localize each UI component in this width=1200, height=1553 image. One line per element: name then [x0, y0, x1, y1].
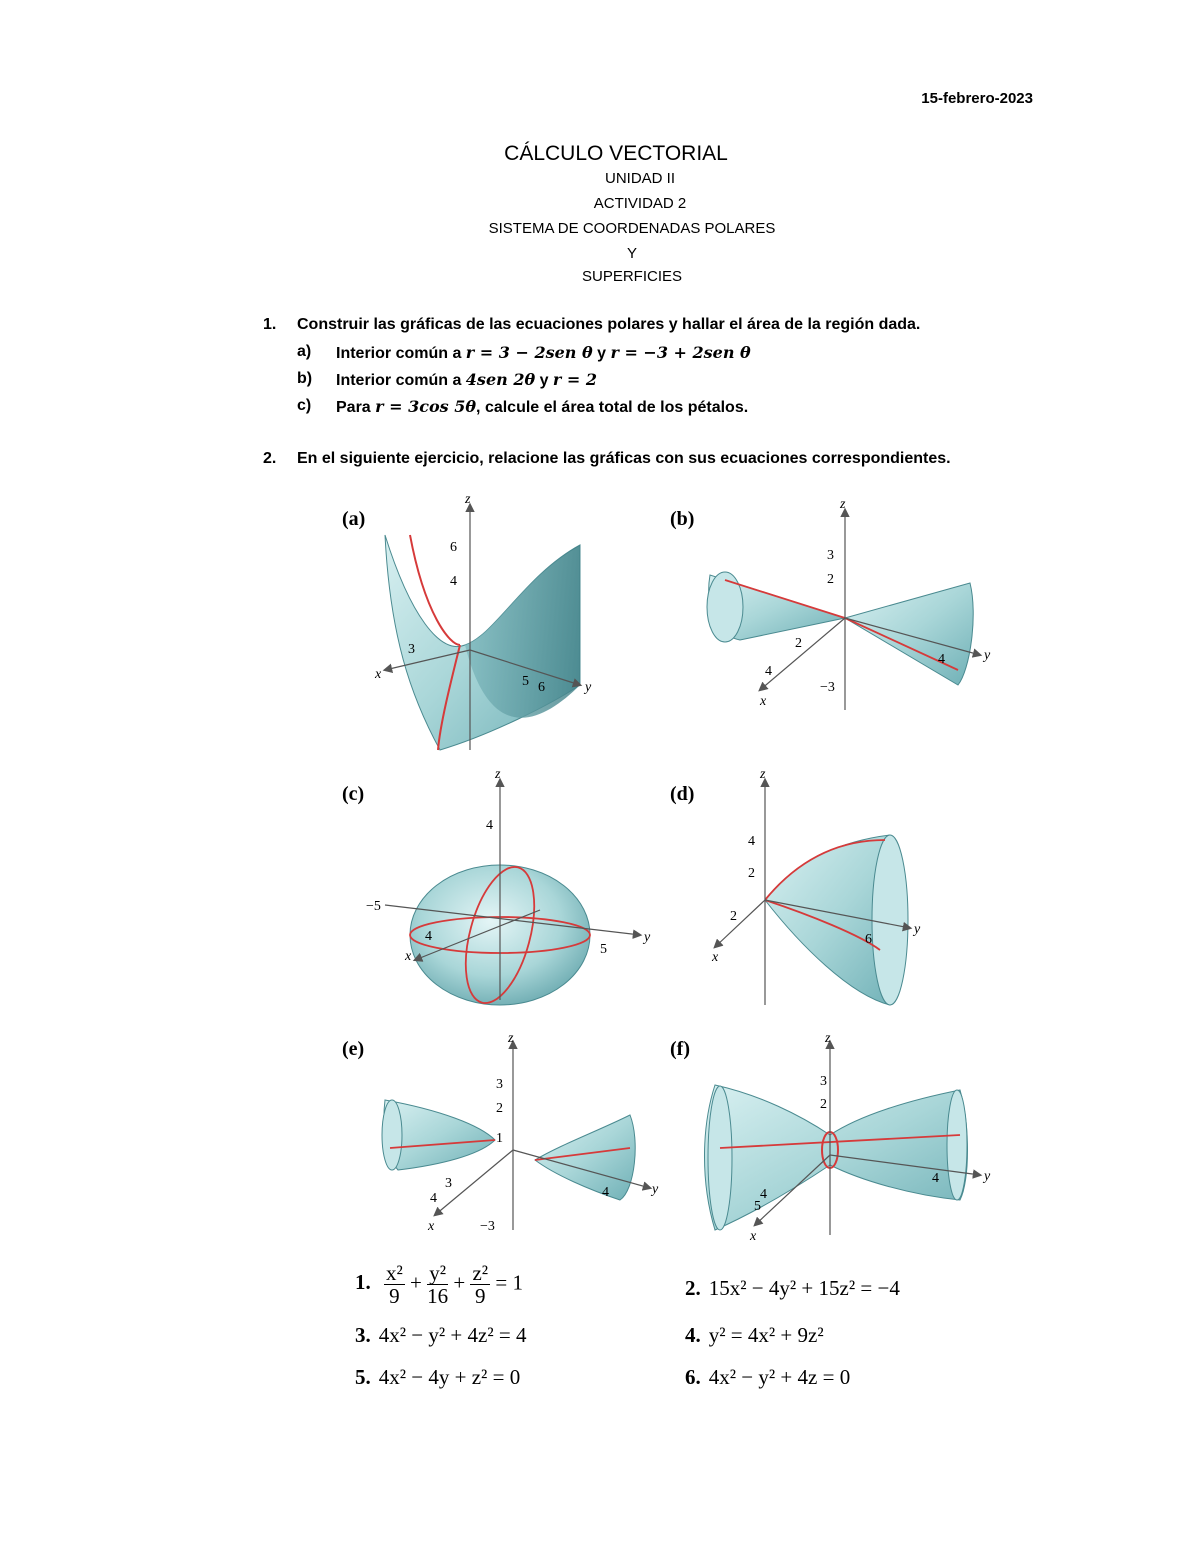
item-c-pre: Para: [336, 399, 376, 416]
figure-d-y-axis: y: [914, 922, 921, 937]
item-c-text: [336, 397, 748, 417]
figure-f-tick-5: 4: [932, 1171, 939, 1186]
equation-4-number: 4.: [685, 1323, 701, 1347]
figure-a-tick-1: 6: [450, 540, 457, 555]
equation-3-number: 3.: [355, 1323, 371, 1347]
topic-conjunction: Y: [626, 245, 637, 262]
figure-f-tick-1: 3: [820, 1074, 827, 1089]
activity-label: ACTIVIDAD 2: [593, 195, 687, 212]
figure-e-tick-7: −3: [480, 1219, 495, 1234]
figure-d-label: (d): [670, 783, 695, 805]
figure-b: [670, 497, 991, 710]
figure-c-tick-2: −5: [366, 899, 381, 914]
figure-d-tick-1: 4: [748, 834, 755, 849]
item-a-mid: y: [592, 345, 611, 362]
equation-4: [685, 1323, 824, 1348]
equation-3: [355, 1323, 527, 1348]
equation-6-number: 6.: [685, 1365, 701, 1389]
figure-a-tick-3: 3: [408, 642, 415, 657]
figure-d: [670, 767, 921, 1005]
equation-1: 1. $\frac{\text{x²}}{9}$ + $\frac{\text{y²}}{16}$ + $\frac{\text{z²}}{9}$ = 1: [355, 1261, 523, 1309]
topic-polar: SISTEMA DE COORDENADAS POLARES: [488, 220, 776, 237]
equation-1-num-y: y²: [427, 1262, 448, 1285]
equation-3-text: 4x² − y² + 4z² = 4: [378, 1323, 527, 1347]
item-b-pre: Interior común a: [336, 372, 466, 389]
figure-e-y-axis: y: [652, 1182, 659, 1197]
equation-1-frac-x: [384, 1262, 405, 1307]
item-b-mid: y: [535, 372, 553, 389]
equation-4-text: y² = 4x² + 9z²: [708, 1323, 824, 1347]
figure-e-tick-3: 1: [496, 1131, 503, 1146]
figure-c-y-axis: y: [644, 930, 651, 945]
equation-6-text: 4x² − y² + 4z = 0: [708, 1365, 851, 1389]
item-c-post: , calcule el área total de los pétalos.: [476, 399, 749, 416]
item-a-eq2: r = −3 + 2sen θ: [610, 343, 751, 362]
figure-f-x-axis: x: [750, 1229, 757, 1244]
figure-e-tick-5: 4: [430, 1191, 437, 1206]
figure-f-tick-4: 4: [760, 1187, 767, 1202]
equation-1-den-z: 9: [475, 1284, 486, 1309]
figure-e: [342, 1031, 659, 1234]
figure-a-tick-5: 6: [538, 680, 545, 695]
unit-label: UNIDAD II: [604, 170, 675, 187]
equation-2-text: 15x² − 4y² + 15z² = −4: [708, 1276, 900, 1300]
figure-b-y-axis: y: [984, 648, 991, 663]
figure-f-label: (f): [670, 1038, 690, 1060]
item-c-label: c): [297, 397, 312, 414]
topic-surfaces: SUPERFICIES: [581, 268, 683, 285]
item-b-label: b): [297, 370, 313, 387]
equation-1-den-x: 9: [389, 1284, 400, 1309]
figure-f-tick-2: 2: [820, 1097, 827, 1112]
figure-b-x-axis: x: [760, 694, 767, 709]
equation-6: [685, 1365, 850, 1390]
figure-b-tick-2: 2: [827, 572, 834, 587]
equation-5-text: 4x² − 4y + z² = 0: [378, 1365, 521, 1389]
figure-b-tick-3: 2: [795, 636, 802, 651]
figure-a: [342, 495, 592, 750]
figure-a-label: (a): [342, 508, 366, 530]
surfaces-figure: [330, 495, 1000, 1045]
figure-d-tick-4: 6: [865, 932, 872, 947]
figure-a-z-axis: z: [465, 495, 471, 507]
page-title: CÁLCULO VECTORIAL: [504, 142, 728, 165]
question-2-text: En el siguiente ejercicio, relacione las gráficas con sus ecuaciones correspondientes.: [297, 450, 951, 467]
question-1-number: 1.: [263, 316, 277, 333]
figure-f-tick-3: 5: [754, 1199, 761, 1214]
figure-c-tick-4: 5: [600, 942, 607, 957]
figure-a-x-axis: x: [375, 667, 382, 682]
equation-1-num-z: z²: [472, 1261, 489, 1285]
figure-b-tick-4: 4: [765, 664, 772, 679]
figure-b-tick-6: −3: [820, 680, 835, 695]
figure-e-tick-6: 4: [602, 1185, 609, 1200]
figure-a-tick-4: 5: [522, 674, 529, 689]
figure-d-tick-3: 2: [730, 909, 737, 924]
figure-a-y-axis: y: [585, 680, 592, 695]
figure-f-z-axis: z: [825, 1031, 831, 1046]
figure-e-tick-4: 3: [445, 1176, 452, 1191]
figure-f-y-axis: y: [984, 1169, 991, 1184]
figure-e-tick-2: 2: [496, 1101, 503, 1116]
figure-f: [670, 1031, 991, 1244]
figure-c-label: (c): [342, 783, 365, 805]
figure-c-tick-3: 4: [425, 929, 432, 944]
equation-1-number: 1.: [355, 1270, 371, 1295]
figure-d-x-axis: x: [712, 950, 719, 965]
item-b-text: [336, 370, 597, 390]
item-b-eq1: 4sen 2θ: [465, 370, 536, 389]
equation-1-num-x: x²: [386, 1261, 403, 1285]
figure-a-tick-2: 4: [450, 574, 457, 589]
figure-c-x-axis: x: [405, 949, 412, 964]
figure-d-z-axis: z: [760, 767, 766, 782]
figure-e-tick-1: 3: [496, 1077, 503, 1092]
item-a-eq1: r = 3 − 2sen θ: [465, 343, 593, 362]
figure-c-tick-1: 4: [486, 818, 493, 833]
item-a-pre: Interior común a: [336, 345, 466, 362]
figure-e-x-axis: x: [428, 1219, 435, 1234]
equation-5-number: 5.: [355, 1365, 371, 1389]
equation-5: [355, 1365, 520, 1390]
figure-e-z-axis: z: [508, 1031, 514, 1046]
question-1-text: Construir las gráficas de las ecuaciones polares y hallar el área de la región dada.: [297, 316, 921, 333]
figure-e-label: (e): [342, 1038, 365, 1060]
equation-2: [685, 1276, 900, 1301]
figure-c-z-axis: z: [495, 767, 501, 782]
figure-b-label: (b): [670, 508, 695, 530]
date: 15-febrero-2023: [921, 90, 1033, 107]
equation-1-den-y: 16: [427, 1284, 449, 1309]
figure-b-tick-1: 3: [827, 548, 834, 563]
equation-1-frac-z: [470, 1262, 490, 1307]
figure-b-tick-5: 4: [938, 652, 945, 667]
item-b-eq2: r = 2: [552, 370, 598, 389]
equation-1-frac-y: [427, 1262, 448, 1307]
equation-2-number: 2.: [685, 1276, 701, 1300]
figure-b-z-axis: z: [840, 497, 846, 512]
equation-1-rhs: = 1: [495, 1270, 523, 1295]
item-a-label: a): [297, 343, 312, 360]
figure-d-tick-2: 2: [748, 866, 755, 881]
item-c-eq1: r = 3cos 5θ: [375, 397, 477, 416]
surfaces-figure-lower: [330, 1030, 1000, 1260]
item-a-text: [336, 343, 751, 363]
figure-c: [342, 767, 651, 1010]
question-2-number: 2.: [263, 450, 277, 467]
